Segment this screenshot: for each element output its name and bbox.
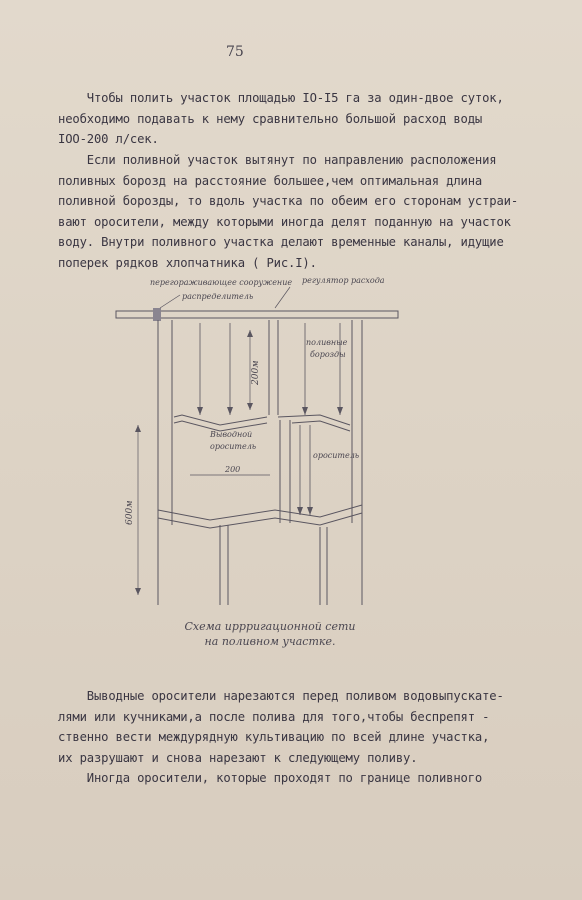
label-irrigator: ороситель	[313, 451, 360, 460]
text-line: поливных борозд на расстояние большее,чем оптимальная длина	[58, 173, 483, 188]
text-line: Иногда оросители, которые проходят по границе поливного	[58, 771, 483, 785]
text-line: вают оросители, между которыми иногда делят поданную на участок	[58, 214, 511, 229]
text-line: Выводные оросители нарезаются перед поливом водовыпускате-	[58, 689, 504, 703]
label-furrows-1: поливные	[306, 338, 348, 347]
structure-mark	[153, 308, 161, 321]
label-600: 600м	[125, 500, 135, 525]
label-200-horizontal: 200	[225, 465, 241, 474]
label-regulator: регулятор расхода	[302, 276, 385, 285]
text-line: IOO-200 л/сек.	[58, 132, 159, 146]
diagram-caption-line-2: на поливном участке.	[204, 635, 336, 648]
text-line: воду. Внутри поливного участка делают временные каналы, идущие	[58, 235, 504, 249]
paragraph-1	[58, 88, 518, 150]
label-distributor-2: распределитель	[182, 292, 254, 301]
text-line: лями или кучниками,а после полива для того,чтобы беспрепят -	[58, 709, 490, 724]
diagram-caption-line-1: Схема иррригационной сети	[184, 620, 356, 633]
page-number: 75	[226, 44, 244, 60]
text-line: ственно вести междурядную культивацию по всей длине участка,	[58, 730, 490, 744]
label-furrows-2: борозды	[310, 350, 346, 359]
paragraph-3	[58, 686, 518, 789]
text-line: поливной борозды, то вдоль участка по обеим его сторонам устраи-	[58, 194, 518, 208]
text-line: Чтобы полить участок площадью IO-I5 га за один-двое суток,	[58, 91, 504, 105]
paragraph-2	[58, 150, 518, 273]
text-line: их разрушают и снова нарезают к следующему поливу.	[58, 750, 418, 765]
label-outlet-1: Выводной	[210, 430, 253, 439]
label-outlet-2: ороситель	[210, 442, 257, 451]
text-line: необходимо подавать к нему сравнительно большой расход воды	[58, 111, 483, 126]
text-line: поперек рядков хлопчатника ( Рис.I).	[58, 255, 317, 270]
irrigation-network-diagram	[110, 275, 410, 620]
text-line: Если поливной участок вытянут по направлению расположения	[58, 153, 497, 167]
label-distributor: перегораживающее сооружение	[150, 278, 293, 287]
label-200-vertical: 200м	[251, 360, 261, 385]
